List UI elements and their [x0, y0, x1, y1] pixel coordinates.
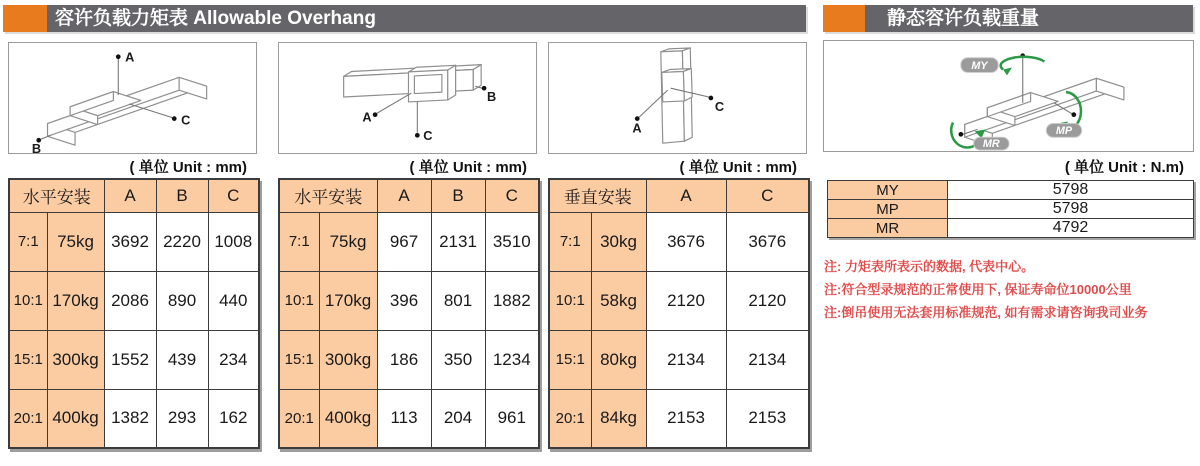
load-cell: 300kg [319, 330, 377, 389]
point-c-label: C [181, 112, 191, 128]
mr-badge-label: MR [982, 138, 1000, 151]
ratio-cell: 10:1 [9, 271, 47, 330]
my-badge-label: MY [971, 59, 988, 72]
point-c-label: C [714, 98, 725, 114]
table-row [279, 330, 539, 389]
load-cell: 80kg [591, 330, 646, 389]
value-b: 293 [156, 389, 208, 448]
unit-label-mm-3: ( 单位 Unit : mm) [679, 159, 797, 176]
value-a: 3692 [104, 212, 156, 271]
value-c: 1008 [208, 212, 259, 271]
load-cell: 170kg [47, 271, 104, 330]
moment-value-my: 5798 [948, 181, 1194, 200]
load-cell: 58kg [591, 271, 646, 330]
moment-label-mp: MP [828, 200, 948, 219]
table-row [9, 212, 259, 271]
vertical-rail-diagram [549, 43, 806, 153]
point-b-dot [482, 86, 487, 91]
mp-axis-dot [1071, 112, 1076, 117]
value-a: 2134 [646, 330, 726, 389]
value-c: 440 [208, 271, 259, 330]
overhang-table-2 [278, 178, 540, 449]
note-1: 注: 力矩表所表示的数据, 代表中心。 [824, 259, 1035, 274]
overhang-table-vertical [548, 178, 810, 449]
static-load-table [827, 180, 1194, 238]
static-moment-diagram [824, 41, 1193, 151]
value-a: 186 [377, 330, 431, 389]
value-b: 350 [431, 330, 485, 389]
load-cell: 400kg [319, 389, 377, 448]
col-header-a: A [646, 179, 726, 212]
value-a: 3676 [646, 212, 726, 271]
table-row [549, 330, 809, 389]
table-row [9, 389, 259, 448]
value-c: 234 [208, 330, 259, 389]
load-cell: 30kg [591, 212, 646, 271]
point-c-dot [415, 133, 420, 138]
table-row [279, 271, 539, 330]
table-row [279, 389, 539, 448]
mount-type-header: 水平安装 [9, 179, 104, 212]
ratio-cell: 7:1 [279, 212, 319, 271]
value-a: 1552 [104, 330, 156, 389]
moment-label-my: MY [828, 181, 948, 200]
value-a: 2086 [104, 271, 156, 330]
value-c: 961 [485, 389, 539, 448]
left-section-header [47, 5, 806, 32]
table-row [828, 200, 1194, 219]
value-a: 113 [377, 389, 431, 448]
point-b-label: B [31, 141, 42, 153]
value-a: 2153 [646, 389, 726, 448]
ratio-cell: 15:1 [9, 330, 47, 389]
mount-type-header: 垂直安装 [549, 179, 646, 212]
table-header-row [279, 179, 539, 212]
horizontal-rail-diagram-2 [279, 43, 536, 153]
value-b: 890 [156, 271, 208, 330]
point-c-dot [172, 116, 177, 121]
load-cell: 400kg [47, 389, 104, 448]
col-header-c: C [726, 179, 809, 212]
right-section-title: 静态容许负载重量 [887, 8, 1040, 29]
point-a-label: A [125, 49, 135, 65]
value-c: 3510 [485, 212, 539, 271]
diagram-panel-static-moments [823, 40, 1194, 152]
ratio-cell: 15:1 [279, 330, 319, 389]
value-b: 801 [431, 271, 485, 330]
value-b: 439 [156, 330, 208, 389]
note-3: 注:倒吊使用无法套用标准规范, 如有需求请咨询我司业务 [824, 305, 1148, 320]
value-b: 2131 [431, 212, 485, 271]
table-header-row [9, 179, 259, 212]
point-a-dot [116, 54, 121, 59]
value-b: 2220 [156, 212, 208, 271]
value-c: 1234 [485, 330, 539, 389]
left-header-accent-block [3, 5, 47, 32]
point-a-dot [373, 112, 378, 117]
value-a: 1382 [104, 389, 156, 448]
right-header-accent-block [823, 5, 865, 32]
point-c-label: C [423, 128, 433, 144]
load-cell: 300kg [47, 330, 104, 389]
load-cell: 75kg [319, 212, 377, 271]
col-header-a: A [104, 179, 156, 212]
diagram-panel-horizontal-2 [278, 42, 537, 154]
mp-badge-label: MP [1055, 124, 1073, 137]
load-cell: 75kg [47, 212, 104, 271]
table-row [9, 271, 259, 330]
moment-value-mp: 5798 [948, 200, 1194, 219]
value-c: 2134 [726, 330, 809, 389]
table-row [549, 271, 809, 330]
col-header-a: A [377, 179, 431, 212]
note-2: 注:符合型录规范的正常使用下, 保证寿命位10000公里 [824, 282, 1132, 297]
ratio-cell: 20:1 [279, 389, 319, 448]
value-a: 2120 [646, 271, 726, 330]
value-c: 2153 [726, 389, 809, 448]
unit-label-nm: ( 单位 Unit : N.m) [1064, 159, 1184, 176]
point-a-label: A [362, 109, 372, 125]
ratio-cell: 15:1 [549, 330, 591, 389]
ratio-cell: 10:1 [549, 271, 591, 330]
mr-axis-dot [959, 132, 964, 137]
point-b-label: B [487, 88, 497, 104]
moment-value-mr: 4792 [948, 219, 1194, 238]
ratio-cell: 10:1 [279, 271, 319, 330]
diagram-panel-vertical [548, 42, 807, 154]
table-row [549, 212, 809, 271]
value-a: 967 [377, 212, 431, 271]
table-row [9, 330, 259, 389]
col-header-b: B [156, 179, 208, 212]
table-header-row [549, 179, 809, 212]
overhang-table-1 [8, 178, 260, 449]
point-a-label: A [632, 120, 642, 136]
diagram-panel-horizontal-1 [8, 42, 257, 154]
horizontal-rail-diagram-1 [9, 43, 256, 153]
table-row [279, 212, 539, 271]
value-c: 2120 [726, 271, 809, 330]
table-row [828, 181, 1194, 200]
col-header-b: B [431, 179, 485, 212]
value-c: 162 [208, 389, 259, 448]
table-row [549, 389, 809, 448]
value-c: 3676 [726, 212, 809, 271]
load-cell: 170kg [319, 271, 377, 330]
left-section-title: 容许负载力矩表 Allowable Overhang [55, 8, 376, 29]
unit-label-mm-2: ( 单位 Unit : mm) [409, 159, 527, 176]
moment-label-mr: MR [828, 219, 948, 238]
mount-type-header: 水平安装 [279, 179, 377, 212]
right-section-header [865, 5, 1193, 32]
unit-label-mm-1: ( 单位 Unit : mm) [129, 159, 247, 176]
col-header-c: C [208, 179, 259, 212]
point-c-dot [709, 96, 714, 101]
value-b: 204 [431, 389, 485, 448]
table-row [828, 219, 1194, 238]
col-header-c: C [485, 179, 539, 212]
ratio-cell: 7:1 [9, 212, 47, 271]
value-c: 1882 [485, 271, 539, 330]
ratio-cell: 20:1 [9, 389, 47, 448]
ratio-cell: 20:1 [549, 389, 591, 448]
ratio-cell: 7:1 [549, 212, 591, 271]
load-cell: 84kg [591, 389, 646, 448]
value-a: 396 [377, 271, 431, 330]
